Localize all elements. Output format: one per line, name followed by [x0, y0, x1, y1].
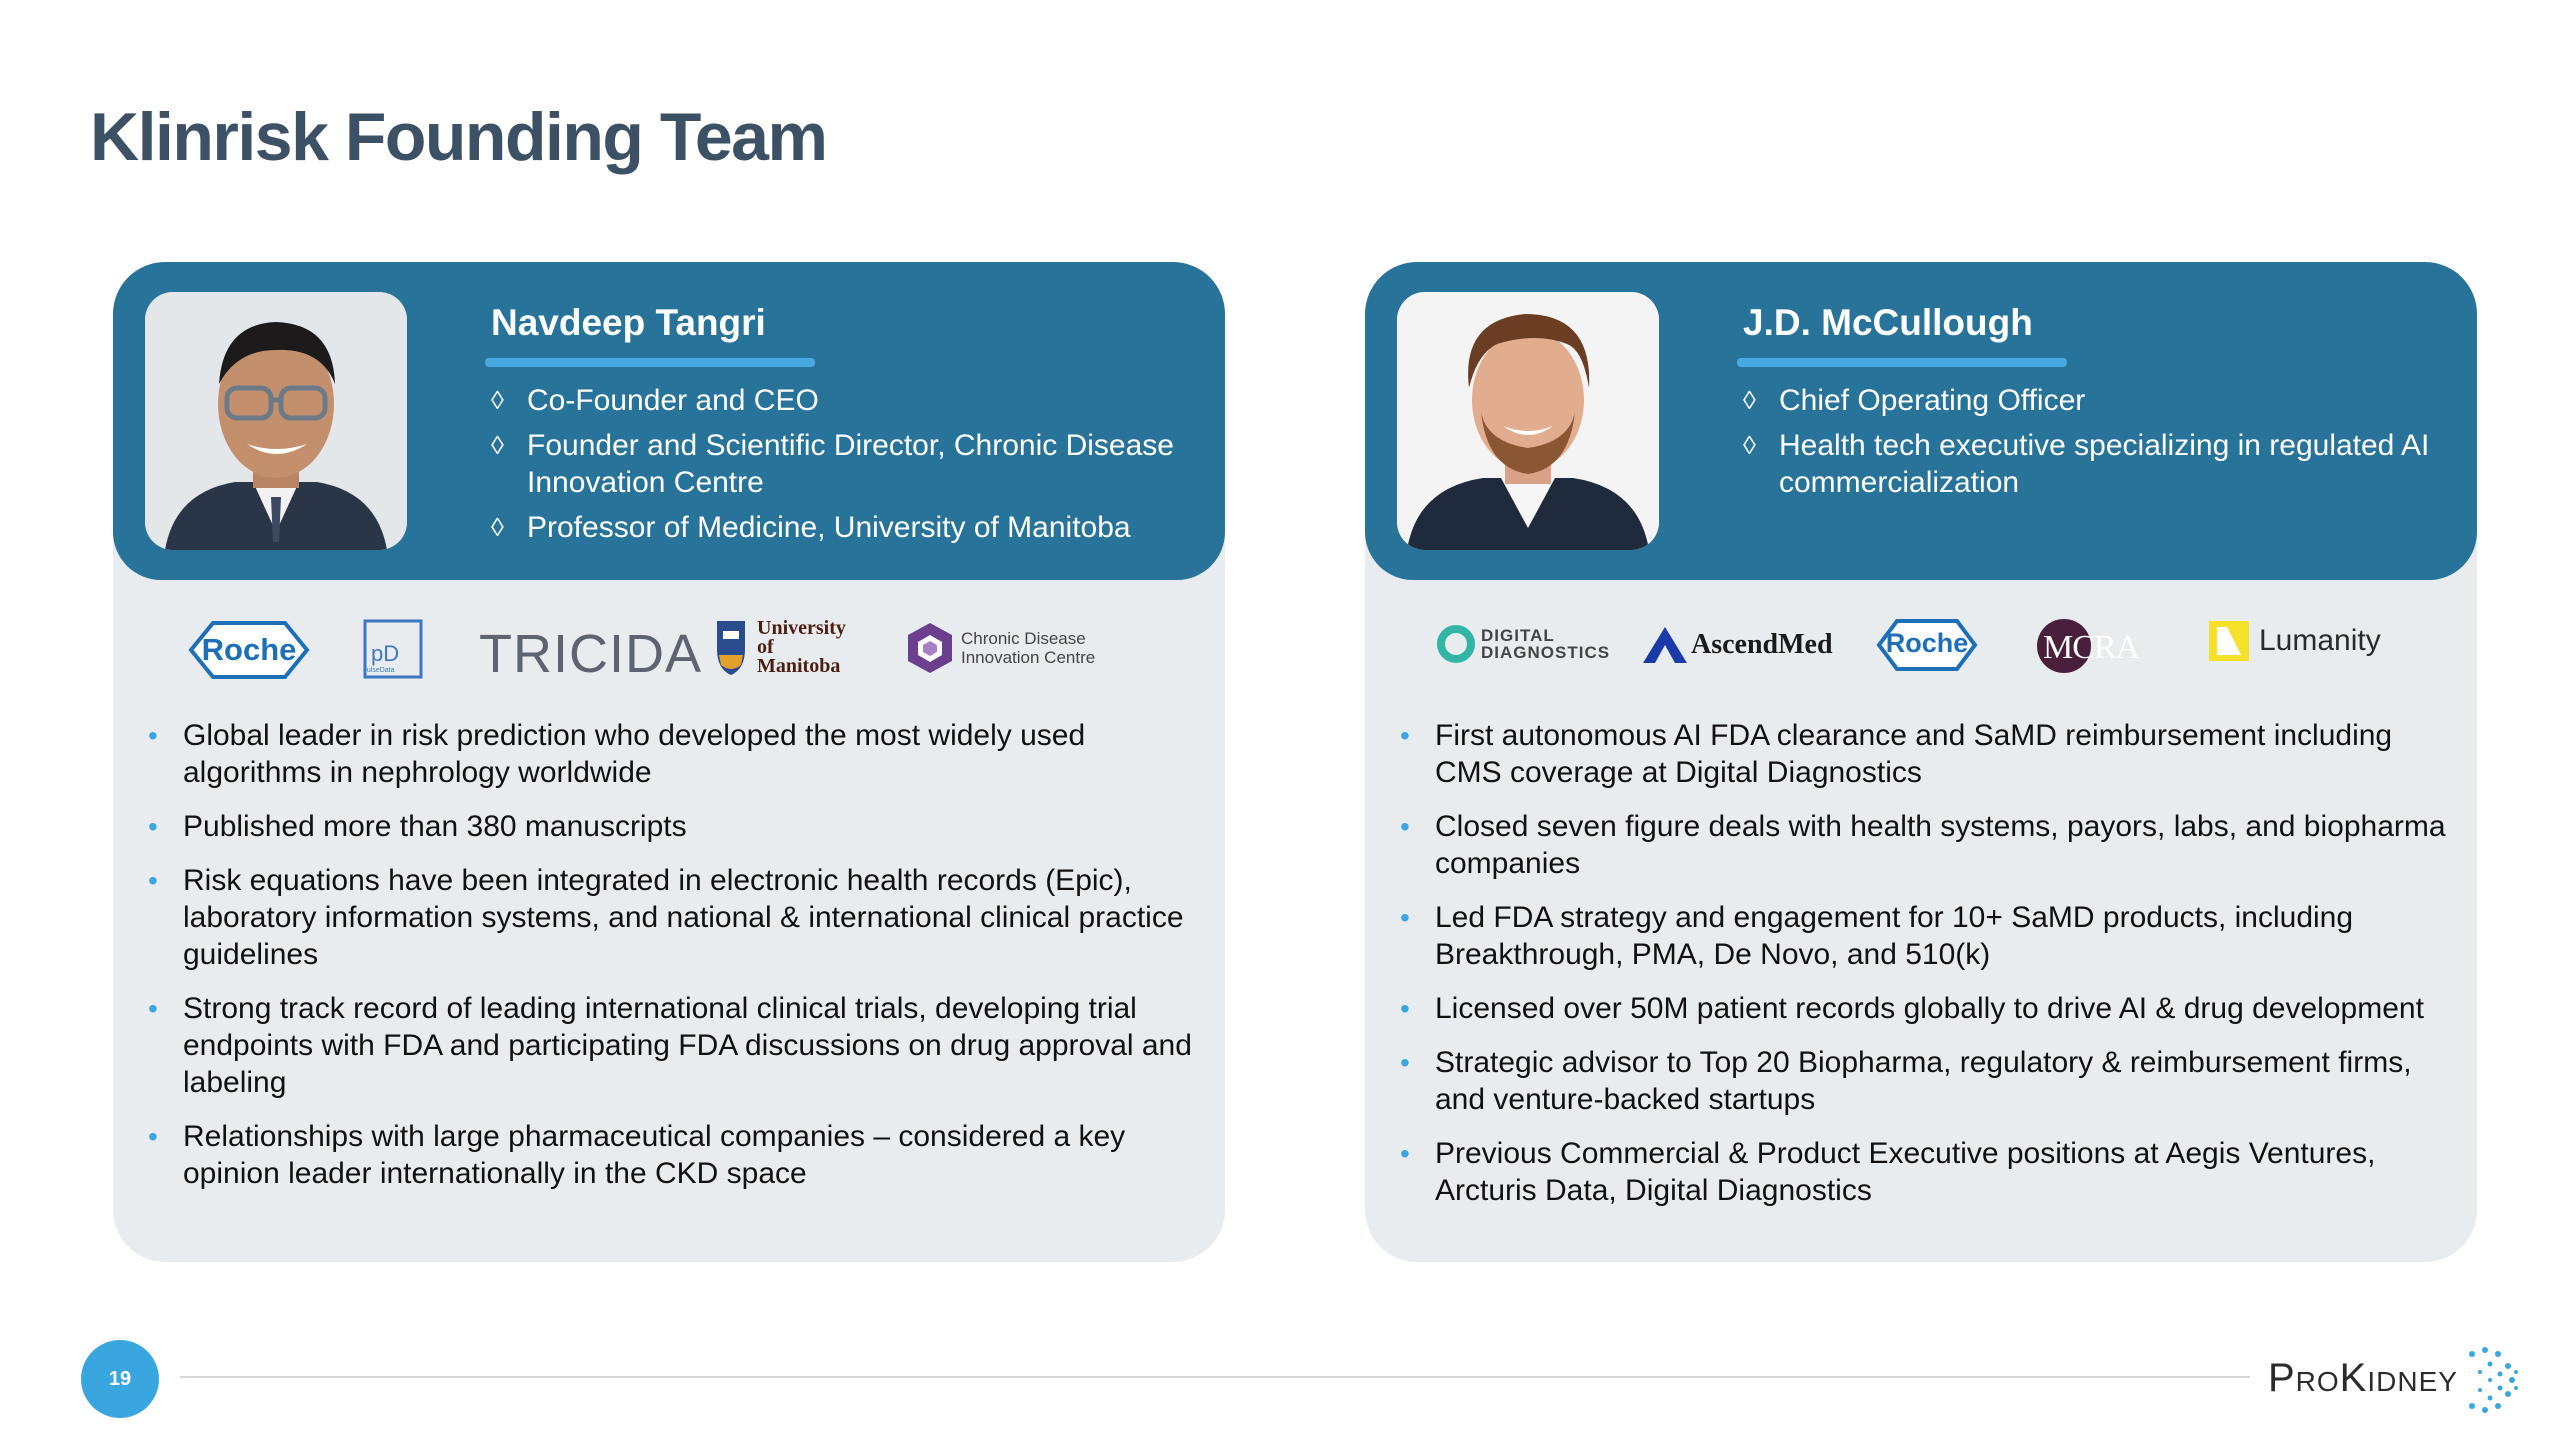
team-card-jd: [1365, 262, 2477, 1262]
prokidney-logo: [2268, 1344, 2518, 1416]
achievement-list: [1397, 717, 2457, 1226]
person-name: Navdeep Tangri: [491, 302, 766, 343]
bullet-icon: •: [148, 811, 158, 842]
bullet-icon: •: [1400, 902, 1410, 933]
logo-strip: [113, 597, 1225, 707]
bullet-icon: •: [1400, 1138, 1410, 1169]
diamond-bullet-icon: ◊: [491, 385, 504, 415]
role-list: [491, 382, 1181, 554]
team-card-navdeep: [113, 262, 1225, 1262]
portrait-photo: [145, 292, 407, 550]
bullet-icon: •: [1400, 720, 1410, 751]
bullet-icon: •: [148, 993, 158, 1024]
digital-diagnostics-logo: DIGITAL DIAGNOSTICS: [1435, 623, 1591, 665]
card-header: [1365, 262, 2477, 580]
bullet-icon: •: [1400, 811, 1410, 842]
roche-logo: Roche: [187, 619, 311, 681]
achievement-list: [145, 717, 1205, 1209]
diamond-bullet-icon: ◊: [491, 512, 504, 542]
bullet-icon: •: [148, 865, 158, 896]
dot-burst-icon: [2450, 1344, 2520, 1416]
list-item: • Strategic advisor to Top 20 Biopharma, regulatory & reimbursement firms, and venture-backed startups: [1400, 1046, 2412, 1116]
role-item: ◊ Professor of Medicine, University of Manitoba: [491, 511, 1131, 544]
mcra-logo: MCRA: [2035, 617, 2093, 675]
list-item: • Published more than 380 manuscripts: [148, 810, 687, 843]
brand-wordmark: ProKidney: [2268, 1356, 2458, 1400]
list-item: • First autonomous AI FDA clearance and SaMD reimbursement including CMS coverage at Digital Diagnostics: [1400, 719, 2393, 789]
role-item: ◊ Founder and Scientific Director, Chronic Disease Innovation Centre: [491, 429, 1174, 499]
diamond-bullet-icon: ◊: [1743, 430, 1756, 460]
diamond-bullet-icon: ◊: [1743, 385, 1756, 415]
cdic-logo: Chronic Disease Innovation Centre: [905, 621, 1121, 675]
portrait-photo: [1397, 292, 1659, 550]
list-item: • Global leader in risk prediction who developed the most widely used algorithms in nephrology worldwide: [148, 719, 1086, 789]
list-item: • Led FDA strategy and engagement for 10+ SaMD products, including Breakthrough, PMA, De Novo, and 510(k): [1400, 901, 2354, 971]
list-item: • Licensed over 50M patient records globally to drive AI & drug development: [1400, 992, 2424, 1025]
svg-text:pD: pD: [371, 641, 400, 666]
name-underline: [1737, 358, 2067, 367]
bullet-icon: •: [1400, 1047, 1410, 1078]
role-item: ◊ Health tech executive specializing in regulated AI commercialization: [1743, 429, 2430, 499]
role-list: [1743, 382, 2433, 509]
bullet-icon: •: [148, 1121, 158, 1152]
role-item: ◊ Chief Operating Officer: [1743, 384, 2086, 417]
list-item: • Previous Commercial & Product Executive positions at Aegis Ventures, Arcturis Data, Digital Diagnostics: [1400, 1137, 2376, 1207]
tricida-logo: TRICIDA: [479, 624, 702, 684]
lumanity-logo: Lumanity: [2207, 619, 2381, 663]
ascendmed-logo: AscendMed: [1641, 625, 1833, 665]
bullet-icon: •: [1400, 993, 1410, 1024]
list-item: • Risk equations have been integrated in electronic health records (Epic), laboratory information systems, and national & international clinical practice guidelines: [148, 864, 1184, 971]
list-item: • Closed seven figure deals with health systems, payors, labs, and biopharma companies: [1400, 810, 2446, 880]
name-underline: [485, 358, 815, 367]
slide-title: Klinrisk Founding Team: [90, 99, 827, 175]
diamond-bullet-icon: ◊: [491, 430, 504, 460]
logo-strip: [1365, 597, 2477, 707]
role-item: ◊ Co-Founder and CEO: [491, 384, 819, 417]
bullet-icon: •: [148, 720, 158, 751]
page-number-badge: 19: [81, 1340, 159, 1418]
list-item: • Relationships with large pharmaceutical companies – considered a key opinion leader internationally in the CKD space: [148, 1120, 1126, 1190]
footer-divider: [180, 1376, 2250, 1378]
pulsedata-logo: pD pulseData: [361, 617, 425, 681]
card-header: [113, 262, 1225, 580]
list-item: • Strong track record of leading international clinical trials, developing trial endpoints with FDA and participating FDA discussions on drug approval and labeling: [148, 992, 1192, 1099]
university-manitoba-logo: University of Manitoba: [713, 615, 857, 679]
roche-logo: Roche: [1875, 617, 1979, 673]
person-name: J.D. McCullough: [1743, 302, 2033, 343]
